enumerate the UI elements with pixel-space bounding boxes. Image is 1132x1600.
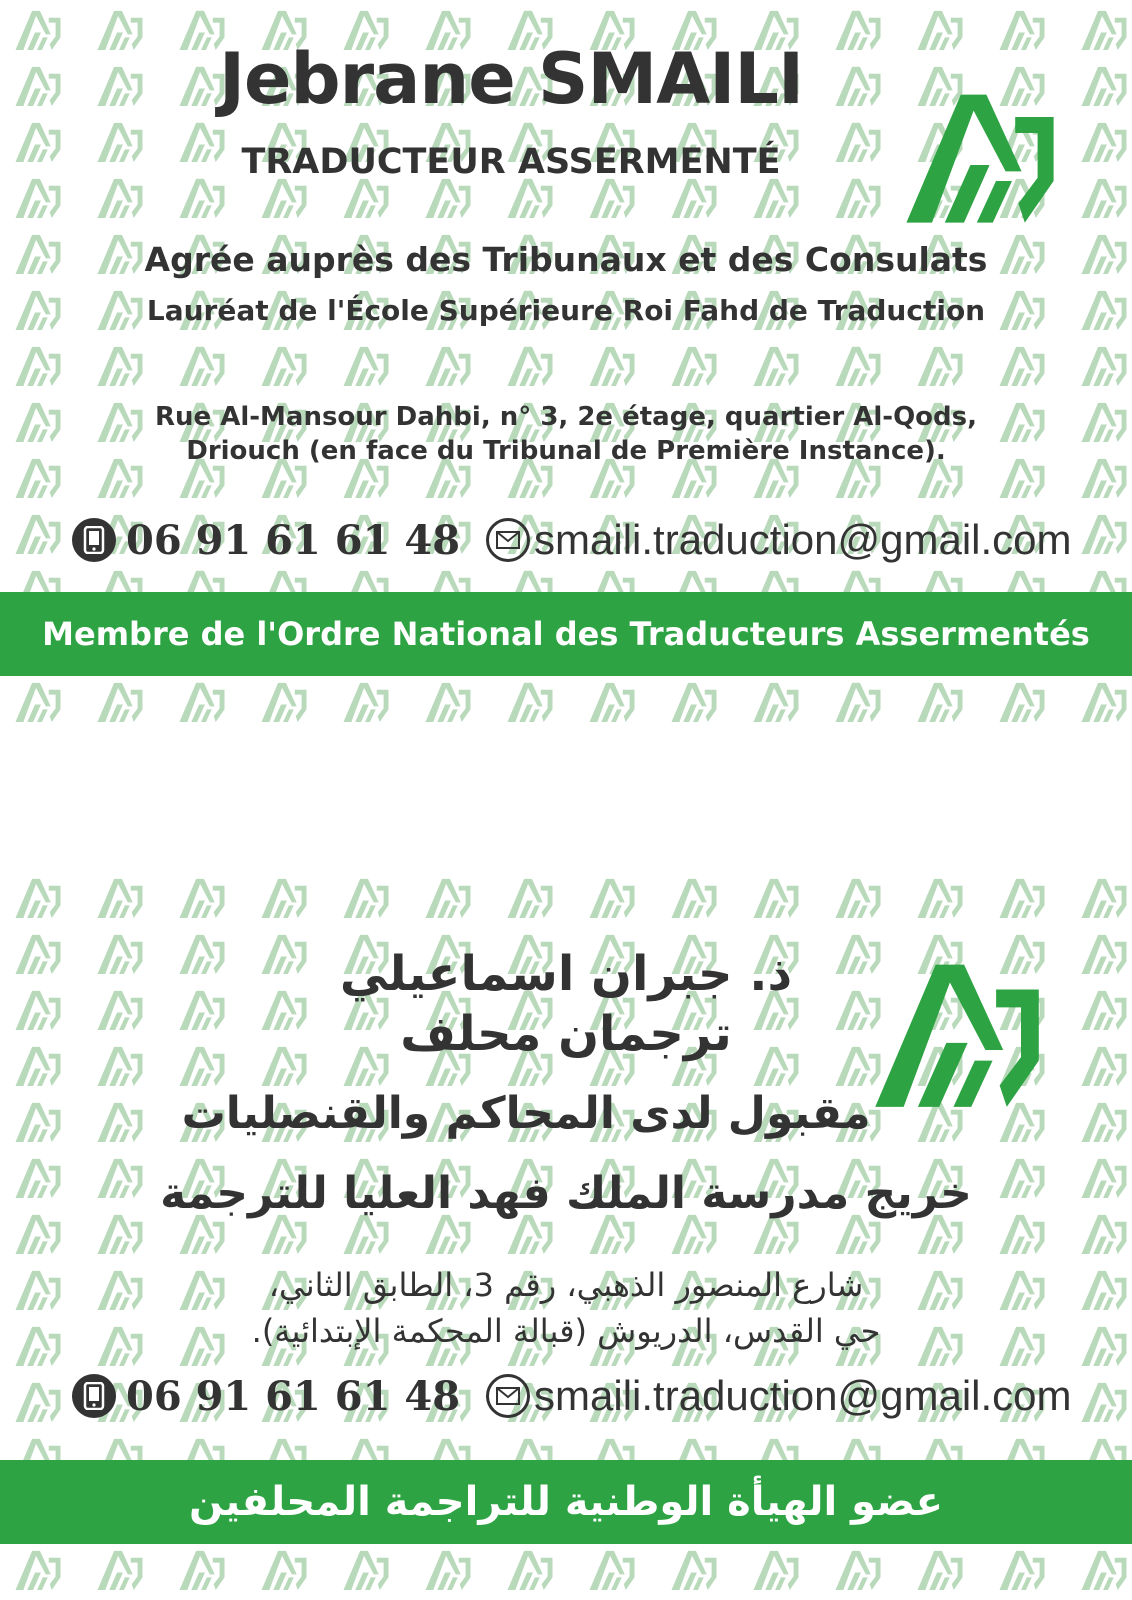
membership-text-arabic: عضو الهيأة الوطنية للتراجمة المحلفين [188, 1479, 943, 1525]
french-card [0, 0, 1132, 730]
email-address[interactable]: smaili.traduction@gmail.com [534, 516, 1072, 563]
phone-icon [72, 1374, 116, 1418]
accreditation-line: Agrée auprès des Tribunaux et des Consulats [144, 240, 988, 279]
arabic-card [0, 868, 1132, 1600]
address-line-1-arabic: شارع المنصور الذهبي، رقم 3، الطابق الثاني، [268, 1266, 864, 1304]
translator-name-arabic: ذ. جبران اسماعيلي [339, 946, 793, 1002]
graduate-line: Lauréat de l'École Supérieure Roi Fahd de Traduction [146, 294, 986, 327]
accreditation-line-arabic: مقبول لدى المحاكم والقنصليات [181, 1088, 871, 1139]
membership-banner [0, 592, 1132, 676]
translator-title-arabic: ترجمان محلف [400, 1006, 732, 1062]
phone-icon [72, 518, 116, 562]
phone-number[interactable]: 06 91 61 61 48 [126, 1372, 461, 1420]
membership-text: Membre de l'Ordre National des Traducteurs Assermentés [42, 615, 1090, 653]
contact-row [72, 512, 1072, 568]
contact-row-arabic [72, 1368, 1072, 1424]
email-address[interactable]: smaili.traduction@gmail.com [534, 1372, 1072, 1419]
graduate-line-arabic: خريج مدرسة الملك فهد العليا للترجمة [160, 1168, 972, 1219]
translator-title: TRADUCTEUR ASSERMENTÉ [241, 142, 781, 182]
envelope-icon [486, 1374, 530, 1418]
phone-number[interactable]: 06 91 61 61 48 [126, 516, 461, 564]
membership-banner-arabic [0, 1460, 1132, 1544]
translator-name: Jebrane SMAILI [218, 38, 803, 120]
address-line-1: Rue Al-Mansour Dahbi, n° 3, 2e étage, quartier Al-Qods, [154, 402, 977, 432]
envelope-icon [486, 518, 530, 562]
address-line-2: Driouch (en face du Tribunal de Première Instance). [186, 436, 946, 466]
address-line-2-arabic: حي القدس، الدريوش (قبالة المحكمة الإبتدائية). [251, 1312, 881, 1350]
